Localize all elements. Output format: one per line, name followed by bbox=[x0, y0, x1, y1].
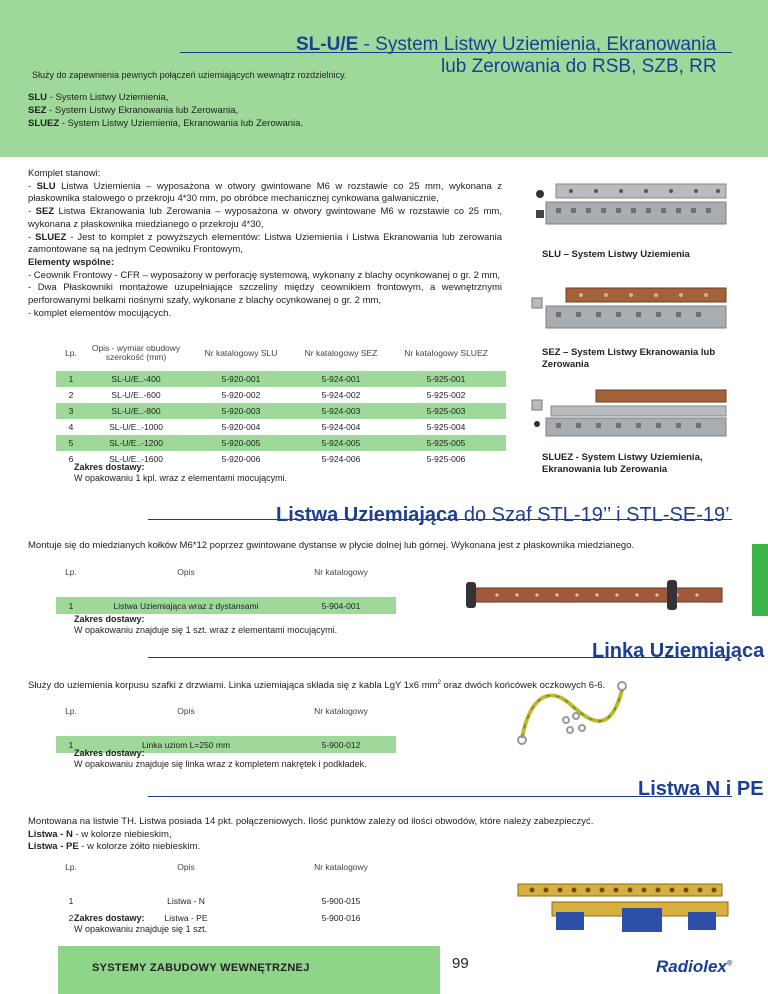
catalog-table-linka bbox=[56, 702, 396, 753]
cell: 5-925-003 bbox=[386, 403, 506, 419]
cell: 5-924-002 bbox=[321, 390, 361, 400]
cell: 5-920-002 bbox=[221, 390, 261, 400]
footer-section-name: SYSTEMY ZABUDOWY WEWNĘTRZNEJ bbox=[92, 962, 310, 974]
sez-product-image bbox=[526, 280, 732, 338]
table-header-row bbox=[56, 702, 396, 719]
cell: 5-925-002 bbox=[426, 390, 466, 400]
abbr-item: SLUEZ - System Listwy Uziemienia, Ekranowania lub Zerowania. bbox=[28, 118, 304, 129]
cell: SL-U/E..-1600 bbox=[109, 454, 163, 464]
header-cell: Lp. bbox=[65, 566, 77, 577]
table-row bbox=[56, 597, 396, 614]
caption-sez: SEZ – System Listwy Ekranowania lub Zerowania bbox=[542, 347, 716, 370]
header-cell: Opis bbox=[177, 861, 195, 872]
section-tab-marker bbox=[752, 544, 768, 616]
cell: 1 bbox=[68, 895, 74, 906]
cell: 5 bbox=[56, 435, 86, 451]
section-title-linka: Linka Uziemiająca bbox=[592, 640, 765, 662]
catalog-table-listwa bbox=[56, 563, 396, 614]
table-row bbox=[56, 419, 506, 435]
cell: 1 bbox=[56, 597, 86, 614]
header-cell: Nr katalogowy SLU bbox=[204, 347, 278, 358]
section-desc: Montuje się do miedzianych kołków M6*12 poprzez gwintowane dystanse w płycie dolnej lub górnej. Wykonana jest z płaskownika miedzianego. bbox=[28, 540, 635, 551]
header-cell: Nr katalogowy SLUEZ bbox=[404, 347, 488, 358]
cell: 6 bbox=[68, 454, 74, 464]
table-row bbox=[56, 435, 506, 451]
cell: 5-925-006 bbox=[426, 454, 466, 464]
cell: 5-900-016 bbox=[321, 912, 361, 923]
intro-line: - SEZ Listwa Ekranowania lub Zerowania – wyposażona w otwory gwintowane M6 w rozstawie co 25 mm, wykonana z płaskownika miedzianego o przekroju 4*30, bbox=[28, 206, 502, 230]
section-desc: Służy do uziemienia korpusu szafki z drzwiami. Linka uziemiająca składa się z kabla LgY 1x6 $mm^2$ oraz dwóch końcówek oczkowych 6-6. bbox=[28, 680, 606, 692]
cell: 5-924-004 bbox=[321, 422, 361, 432]
intro-line: - Ceownik Frontowy - CFR – wyposażony w perforację systemową, wykonany z blachy ocynkowanej o gr. 2 mm, bbox=[28, 269, 501, 281]
abbr-item: SEZ - System Listwy Ekranowania lub Zerowania, bbox=[28, 105, 239, 116]
catalog-table-slu bbox=[56, 335, 506, 467]
cell: 5-924-006 bbox=[321, 454, 361, 464]
cell: 5-925-005 bbox=[386, 435, 506, 451]
cell: SL-U/E..-1200 bbox=[86, 435, 186, 451]
delivery-info-4: Zakres dostawy: W opakowaniu znajduje się 1 szt. bbox=[74, 913, 208, 934]
cell: 5-920-003 bbox=[186, 403, 296, 419]
cell: 5-900-012 bbox=[286, 736, 396, 753]
page-title: SL-U/E - System Listwy Uziemienia, Ekranowania bbox=[296, 34, 717, 55]
cell: 5-920-006 bbox=[221, 454, 261, 464]
header-cell: Nr katalogowy bbox=[314, 705, 368, 716]
delivery-info-3: Zakres dostawy: W opakowaniu znajduje się linka wraz z kompletem nakrętek i podkładek. bbox=[74, 748, 367, 769]
header-cell: Opis bbox=[177, 705, 195, 716]
sluez-product-image bbox=[526, 384, 732, 444]
cell: 5-925-001 bbox=[386, 371, 506, 387]
cell: 1 bbox=[56, 371, 86, 387]
section-desc: Montowana na listwie TH. Listwa posiada 14 pkt. połączeniowych. Ilość punktów zależy od ilości obwodów, które należy zabezpieczyć. Listwa - N - w kolorze niebieskim, Listwa - PE - w kolorze żółto niebieskim. bbox=[28, 816, 594, 852]
header-cell: Lp. bbox=[65, 705, 77, 716]
header-cell: Nr katalogowy bbox=[314, 566, 368, 577]
page-subtitle: Służy do zapewnienia pewnych połączeń uziemiających wewnątrz rozdzielnicy. bbox=[32, 70, 347, 80]
cell: 2 bbox=[68, 912, 74, 923]
intro-text bbox=[28, 168, 502, 320]
header-cell: Nr katalogowy SEZ bbox=[304, 347, 378, 358]
intro-line: Komplet stanowi: bbox=[28, 168, 101, 179]
cell: SL-U/E..-800 bbox=[86, 403, 186, 419]
abbreviations-list bbox=[28, 91, 303, 130]
cell: 2 bbox=[68, 390, 74, 400]
abbr-item: SLU - System Listwy Uziemienia, bbox=[28, 92, 169, 103]
cell: 5-904-001 bbox=[286, 597, 396, 614]
delivery-info-1: Zakres dostawy: W opakowaniu 1 kpl. wraz z elementami mocującymi. bbox=[74, 462, 288, 483]
cell: Listwa - PE bbox=[164, 912, 208, 923]
cell: 5-920-001 bbox=[186, 371, 296, 387]
cell: 5-924-001 bbox=[296, 371, 386, 387]
cell: SL-U/E..-400 bbox=[86, 371, 186, 387]
cell: 5-920-004 bbox=[221, 422, 261, 432]
cell: 5-924-003 bbox=[296, 403, 386, 419]
brand-logo: Radiolex® bbox=[656, 957, 733, 976]
page-number: 99 bbox=[452, 955, 469, 972]
intro-line: - SLU Listwa Uziemienia – wyposażona w otwory gwintowane M6 w rozstawie co 25 mm, wykonana z płaskownika stalowego o przekroju 4*30 mm, po obróbce mechanicznej cynkowana galwanicznie, bbox=[28, 180, 502, 205]
cell: 1 bbox=[56, 736, 86, 753]
table-row bbox=[56, 403, 506, 419]
cell: 3 bbox=[56, 403, 86, 419]
header-cell: Lp. bbox=[65, 861, 77, 872]
table-header-row bbox=[56, 563, 396, 580]
table-row bbox=[56, 892, 396, 909]
cell: SL-U/E..-1000 bbox=[109, 422, 163, 432]
cell: Listwa - N bbox=[167, 895, 205, 906]
table-row bbox=[56, 371, 506, 387]
caption-sluez: SLUEZ - System Listwy Uziemienia, Ekranowania lub Zerowania bbox=[542, 452, 703, 475]
intro-line: Elementy wspólne: bbox=[28, 256, 115, 268]
n-pe-product-image bbox=[512, 872, 732, 938]
cell: 5-925-004 bbox=[426, 422, 466, 432]
header-cell: Opis bbox=[177, 566, 195, 577]
slu-product-image bbox=[526, 172, 732, 238]
header-cell: Lp. bbox=[65, 347, 77, 358]
cell: 5-920-005 bbox=[186, 435, 296, 451]
cell: 5-900-015 bbox=[321, 895, 361, 906]
header-cell: Nr katalogowy bbox=[314, 861, 368, 872]
table-header-row bbox=[56, 858, 396, 875]
intro-line: - Dwa Płaskowniki montażowe uzupełniające szczeliny między ceownikiem frontowym, a wewnętrznymi perforowanymi belkami nośnymi szafy, wykonane z blachy ocynkowanej o gr. 2 mm, bbox=[28, 282, 502, 307]
linka-product-image bbox=[510, 676, 634, 746]
page-title-line2: lub Zerowania do RSB, SZB, RR bbox=[441, 56, 717, 77]
cell: 5-924-005 bbox=[296, 435, 386, 451]
cell: 4 bbox=[68, 422, 74, 432]
intro-line: - SLUEZ - Jest to komplet z powyższych elementów: Listwa Uziemienia i Listwa Ekranowania lub zerowania zamontowane są na jednym Ceowniku Frontowym, bbox=[28, 231, 502, 256]
cell: SL-U/E..-600 bbox=[111, 390, 161, 400]
table-row bbox=[56, 387, 506, 403]
header-cell: Opis - wymiar obudowy szerokość (mm) bbox=[91, 343, 181, 362]
intro-line: - komplet elementów mocujących. bbox=[28, 307, 172, 319]
delivery-info-2: Zakres dostawy: W opakowaniu znajduje się 1 szt. wraz z elementami mocującymi. bbox=[74, 614, 338, 635]
cell: Linka uziom L=250 mm bbox=[86, 736, 286, 753]
cell: Listwa Uziemiająca wraz z dystansami bbox=[86, 597, 286, 614]
section-title-n-pe: Listwa N i PE bbox=[638, 778, 764, 800]
table-header-row bbox=[56, 335, 506, 371]
section-title-listwa: Listwa Uziemiająca do Szaf STL-19’’ i STL-SE-19’ bbox=[276, 504, 730, 526]
caption-slu: SLU – System Listwy Uziemienia bbox=[542, 249, 690, 260]
listwa-product-image bbox=[462, 576, 732, 616]
